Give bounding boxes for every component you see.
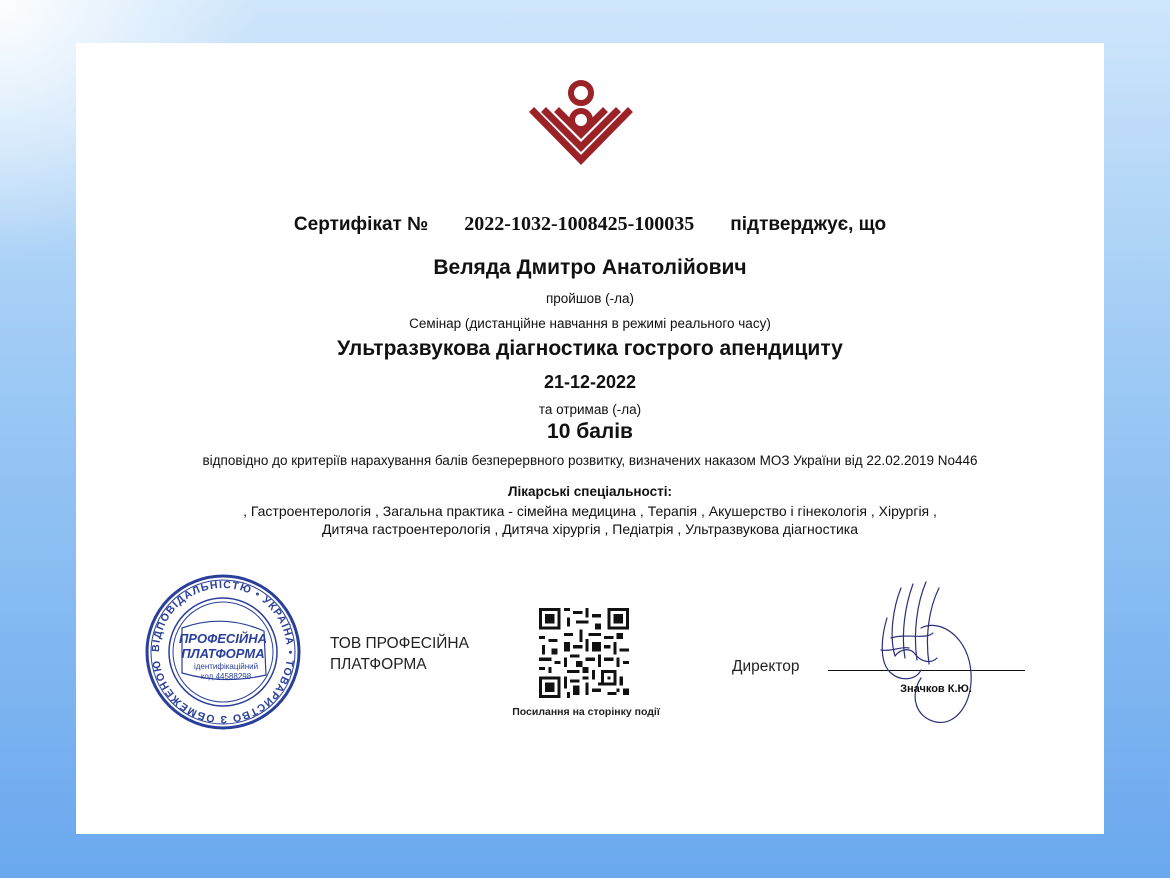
stamp-center-line1: ПРОФЕСІЙНА: [178, 631, 268, 646]
director-label: Директор: [732, 658, 800, 675]
certificate-number: 2022-1032-1008425-100035: [464, 213, 695, 235]
organization-name-line1: ТОВ ПРОФЕСІЙНА: [330, 635, 469, 652]
certificate-confirm: підтверджує, що: [730, 214, 887, 235]
passed-text: пройшов (-ла): [545, 291, 634, 306]
course-title: Ультразвукова діагностика гострого апендициту: [337, 337, 843, 360]
received-text: та отримав (-ла): [538, 402, 642, 417]
criteria-text: відповідно до критеріїв нарахування балів безперервного розвитку, визначених наказом МОЗ України від 22.02.2019 No446: [202, 453, 978, 468]
organization-name: [330, 633, 469, 675]
specialties-title: Лікарські спеціальності:: [508, 484, 672, 499]
stamp-center-line2: ПЛАТФОРМА: [181, 646, 265, 661]
certificate-sheet: [76, 43, 1104, 834]
event-date: 21-12-2022: [543, 372, 637, 392]
points-awarded: 10 балів: [547, 420, 633, 443]
qr-caption: Посилання на сторінку події: [512, 706, 660, 718]
certificate-label: Сертифікат №: [293, 214, 429, 235]
organization-stamp: [142, 573, 304, 731]
recipient-name: Веляда Дмитро Анатолійович: [433, 256, 747, 279]
certificate-number-line: [76, 213, 1104, 236]
organization-name-line2: ПЛАТФОРМА: [330, 656, 427, 673]
qr-code[interactable]: [539, 608, 629, 698]
director-name: Значков К.Ю.: [900, 683, 972, 695]
stamp-ring-text: ВІДПОВІДАЛЬНІСТЮ • УКРАЇНА • ТОВАРИСТВО З ОБМЕЖЕНОЮ: [149, 578, 297, 726]
specialties-list: , Гастроентерологія , Загальна практика - сімейна медицина , Терапія , Акушерство і гінекологія , Хірургія , Дитяча гастроентерологія , Дитяча хірургія , Педіатрія , Ультразвукова діагностика: [243, 503, 937, 537]
event-type: Семінар (дистанційне навчання в режимі реального часу): [409, 316, 771, 331]
organization-logo: [522, 78, 642, 168]
stamp-code: код 44588298: [200, 672, 252, 681]
stamp-id-label: ідентифікаційний: [193, 662, 259, 671]
director-signature: [871, 578, 981, 728]
